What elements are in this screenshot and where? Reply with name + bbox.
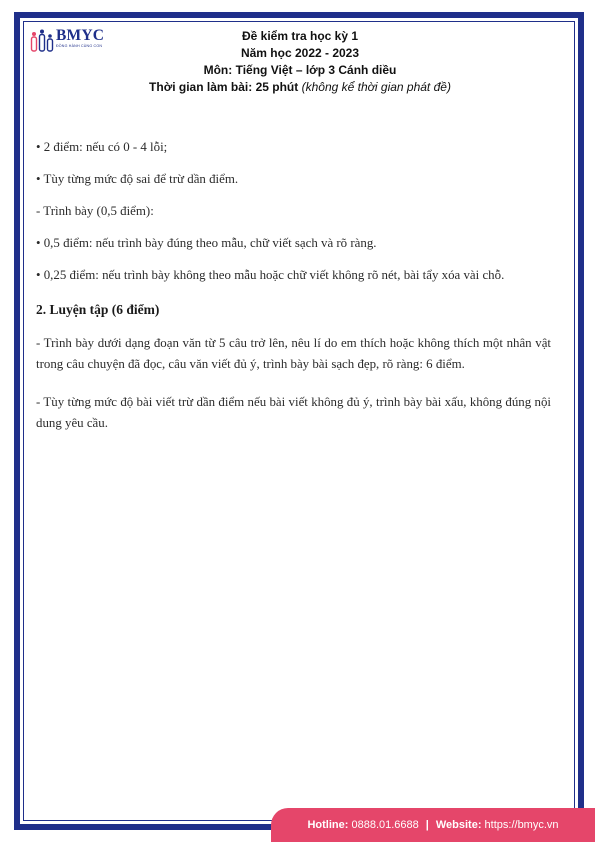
paragraph: • 0,25 điểm: nếu trình bày không theo mẫu hoặc chữ viết không rõ nét, bài tẩy xóa vài chỗ. xyxy=(36,268,505,282)
paragraph: - Tùy từng mức độ bài viết trừ dần điểm nếu bài viết không đủ ý, trình bày bài xấu, không đúng nội dung yêu cầu. xyxy=(36,395,551,430)
subject: Môn: Tiếng Việt – lớp 3 Cánh diều xyxy=(203,63,397,77)
exam-header xyxy=(100,28,500,96)
contact-footer xyxy=(271,808,595,842)
footer-separator: | xyxy=(425,819,429,831)
paragraph: - Trình bày dưới dạng đoạn văn từ 5 câu trở lên, nêu lí do em thích hoặc không thích một nhân vật trong câu chuyện đã đọc, câu văn viết đủ ý, trình bày bài sạch đẹp, rõ ràng: 6 điểm. xyxy=(36,336,551,371)
section-heading: 2. Luyện tập (6 điểm) xyxy=(36,302,160,317)
website-link[interactable]: https://bmyc.vn xyxy=(484,819,559,831)
paragraph: • Tùy từng mức độ sai để trừ dần điểm. xyxy=(36,172,239,186)
duration-main: Thời gian làm bài: 25 phút xyxy=(149,80,299,94)
school-year: Năm học 2022 - 2023 xyxy=(240,46,360,60)
family-icon xyxy=(30,28,54,52)
paragraph: • 2 điểm: nếu có 0 - 4 lỗi; xyxy=(36,140,168,154)
paragraph: • 0,5 điểm: nếu trình bày đúng theo mẫu, chữ viết sạch và rõ ràng. xyxy=(36,236,377,250)
bmyc-logo xyxy=(30,28,104,54)
duration xyxy=(100,79,500,96)
hotline-label: Hotline: xyxy=(307,819,349,831)
website-label: Website: xyxy=(435,819,482,831)
paragraph: - Trình bày (0,5 điểm): xyxy=(36,204,154,218)
hotline-value[interactable]: 0888.01.6688 xyxy=(351,819,419,831)
logo-name: BMYC xyxy=(56,27,105,44)
exam-title: Đề kiểm tra học kỳ 1 xyxy=(241,29,359,43)
logo-tagline: ĐỒNG HÀNH CÙNG CON xyxy=(56,44,103,48)
document-body xyxy=(36,137,551,434)
duration-note: (không kể thời gian phát đề) xyxy=(301,80,451,94)
